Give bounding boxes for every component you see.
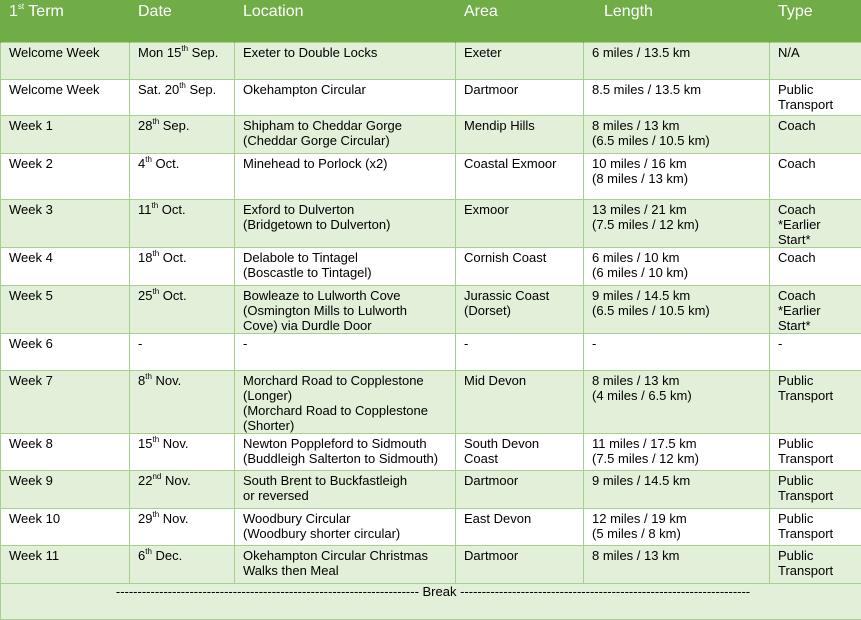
header-location: Location xyxy=(235,0,456,43)
location-line: Exeter to Double Locks xyxy=(243,45,451,60)
date-cell xyxy=(130,434,235,471)
length-cell xyxy=(584,248,770,286)
date-post: Oct. xyxy=(152,156,179,171)
type-cell xyxy=(770,154,861,200)
date-pre: Mon 15 xyxy=(138,45,181,60)
area-line: Exeter xyxy=(464,45,579,60)
date-sup: th xyxy=(181,44,188,53)
area-cell xyxy=(456,116,584,154)
week-cell: Week 11 xyxy=(1,546,130,584)
location-cell xyxy=(235,371,456,434)
type-cell xyxy=(770,434,861,471)
date-cell xyxy=(130,509,235,546)
location-cell xyxy=(235,248,456,286)
type-line: Start* xyxy=(778,318,857,333)
area-line: Cornish Coast xyxy=(464,250,579,265)
header-area: Area xyxy=(456,0,584,43)
type-line: Transport xyxy=(778,97,857,112)
area-line: Dartmoor xyxy=(464,473,579,488)
header-date: Date xyxy=(130,0,235,43)
location-cell xyxy=(235,43,456,80)
type-line: *Earlier xyxy=(778,303,857,318)
date-cell xyxy=(130,334,235,371)
type-line: Public xyxy=(778,82,857,97)
length-line: (8 miles / 13 km) xyxy=(592,171,765,186)
location-line: or reversed xyxy=(243,488,451,503)
length-line: 6 miles / 13.5 km xyxy=(592,45,765,60)
area-line: (Dorset) xyxy=(464,303,579,318)
table-row xyxy=(1,154,861,200)
week-cell: Week 5 xyxy=(1,286,130,334)
type-line: Public xyxy=(778,473,857,488)
length-cell xyxy=(584,371,770,434)
date-cell xyxy=(130,154,235,200)
date-post: Oct. xyxy=(158,202,185,217)
location-line: Delabole to Tintagel xyxy=(243,250,451,265)
date-pre: 28 xyxy=(138,118,152,133)
date-sup: th xyxy=(152,117,159,126)
area-cell xyxy=(456,471,584,509)
table-row xyxy=(1,434,861,471)
date-sup: th xyxy=(152,435,159,444)
date-pre: 18 xyxy=(138,250,152,265)
location-line: (Osmington Mills to Lulworth xyxy=(243,303,451,318)
table-row xyxy=(1,334,861,371)
break-row xyxy=(1,584,861,620)
type-line: - xyxy=(778,336,857,351)
length-cell xyxy=(584,116,770,154)
type-cell xyxy=(770,116,861,154)
location-line: (Buddleigh Salterton to Sidmouth) xyxy=(243,451,451,466)
week-cell: Week 6 xyxy=(1,334,130,371)
type-line: N/A xyxy=(778,45,857,60)
length-cell xyxy=(584,80,770,116)
length-cell xyxy=(584,286,770,334)
area-line: Mendip Hills xyxy=(464,118,579,133)
location-line: Newton Poppleford to Sidmouth xyxy=(243,436,451,451)
table-row xyxy=(1,248,861,286)
area-line: Coast xyxy=(464,451,579,466)
area-line: Dartmoor xyxy=(464,82,579,97)
type-cell xyxy=(770,200,861,248)
date-sup: th xyxy=(145,155,152,164)
date-sup: th xyxy=(145,547,152,556)
table-row xyxy=(1,371,861,434)
week-cell: Week 3 xyxy=(1,200,130,248)
header-row xyxy=(1,0,861,43)
table-row xyxy=(1,116,861,154)
area-line: Dartmoor xyxy=(464,548,579,563)
area-line: South Devon xyxy=(464,436,579,451)
date-sup: th xyxy=(179,81,186,90)
location-line: - xyxy=(243,336,451,351)
length-cell xyxy=(584,154,770,200)
week-cell: Week 8 xyxy=(1,434,130,471)
date-sup: th xyxy=(152,249,159,258)
date-pre: Sat. 20 xyxy=(138,82,179,97)
area-cell xyxy=(456,371,584,434)
date-cell xyxy=(130,471,235,509)
type-line: Public xyxy=(778,548,857,563)
date-pre: - xyxy=(138,336,142,351)
date-post: Nov. xyxy=(161,473,190,488)
header-term-label: Term xyxy=(24,3,64,20)
length-line: 8.5 miles / 13.5 km xyxy=(592,82,765,97)
location-cell xyxy=(235,200,456,248)
type-line: Public xyxy=(778,373,857,388)
week-cell: Welcome Week xyxy=(1,43,130,80)
area-cell xyxy=(456,286,584,334)
type-line: Transport xyxy=(778,563,857,578)
length-line: 8 miles / 13 km xyxy=(592,118,765,133)
week-cell: Week 10 xyxy=(1,509,130,546)
date-post: Nov. xyxy=(159,511,188,526)
location-line: (Bridgetown to Dulverton) xyxy=(243,217,451,232)
location-cell xyxy=(235,509,456,546)
area-cell xyxy=(456,154,584,200)
table-row xyxy=(1,200,861,248)
type-line: Public xyxy=(778,511,857,526)
date-pre: 11 xyxy=(138,202,152,217)
date-post: Dec. xyxy=(152,548,182,563)
location-line: Minehead to Porlock (x2) xyxy=(243,156,451,171)
table-row xyxy=(1,546,861,584)
length-line: 9 miles / 14.5 km xyxy=(592,288,765,303)
location-line: (Shorter) xyxy=(243,418,451,433)
type-cell xyxy=(770,471,861,509)
location-line: Exford to Dulverton xyxy=(243,202,451,217)
location-line: (Boscastle to Tintagel) xyxy=(243,265,451,280)
location-cell xyxy=(235,286,456,334)
break-text: ---------------------------------------------------------------------- Break ------------------------------------------------------------------- xyxy=(1,584,861,620)
area-cell xyxy=(456,546,584,584)
type-line: Coach xyxy=(778,250,857,265)
date-cell xyxy=(130,200,235,248)
table-row xyxy=(1,286,861,334)
date-post: Nov. xyxy=(159,436,188,451)
location-line: Morchard Road to Copplestone xyxy=(243,373,451,388)
area-line: Jurassic Coast xyxy=(464,288,579,303)
location-cell xyxy=(235,116,456,154)
date-sup: th xyxy=(145,372,152,381)
length-cell xyxy=(584,334,770,371)
length-line: 13 miles / 21 km xyxy=(592,202,765,217)
table-row xyxy=(1,509,861,546)
length-cell xyxy=(584,434,770,471)
area-cell xyxy=(456,434,584,471)
length-line: (7.5 miles / 12 km) xyxy=(592,451,765,466)
location-line: South Brent to Buckfastleigh xyxy=(243,473,451,488)
week-cell: Week 1 xyxy=(1,116,130,154)
date-cell xyxy=(130,286,235,334)
table-row xyxy=(1,80,861,116)
week-cell: Week 2 xyxy=(1,154,130,200)
area-line: Exmoor xyxy=(464,202,579,217)
location-line: Okehampton Circular xyxy=(243,82,451,97)
area-cell xyxy=(456,200,584,248)
length-line: 6 miles / 10 km xyxy=(592,250,765,265)
week-cell: Week 4 xyxy=(1,248,130,286)
date-cell xyxy=(130,546,235,584)
type-cell xyxy=(770,334,861,371)
location-line: (Woodbury shorter circular) xyxy=(243,526,451,541)
type-line: Coach xyxy=(778,118,857,133)
area-cell xyxy=(456,80,584,116)
location-line: (Cheddar Gorge Circular) xyxy=(243,133,451,148)
location-cell xyxy=(235,546,456,584)
location-line: (Morchard Road to Copplestone xyxy=(243,403,451,418)
length-line: (4 miles / 6.5 km) xyxy=(592,388,765,403)
header-term-suffix: st xyxy=(18,2,24,11)
length-line: 8 miles / 13 km xyxy=(592,548,765,563)
date-pre: 22 xyxy=(138,473,152,488)
location-line: Bowleaze to Lulworth Cove xyxy=(243,288,451,303)
area-line: Coastal Exmoor xyxy=(464,156,579,171)
date-pre: 6 xyxy=(138,548,145,563)
area-cell xyxy=(456,248,584,286)
length-line: (6 miles / 10 km) xyxy=(592,265,765,280)
area-line: East Devon xyxy=(464,511,579,526)
length-line: 12 miles / 19 km xyxy=(592,511,765,526)
length-line: 9 miles / 14.5 km xyxy=(592,473,765,488)
location-cell xyxy=(235,471,456,509)
header-term xyxy=(1,0,130,43)
location-line: Woodbury Circular xyxy=(243,511,451,526)
table-row xyxy=(1,43,861,80)
type-cell xyxy=(770,43,861,80)
date-pre: 25 xyxy=(138,288,152,303)
area-cell xyxy=(456,334,584,371)
type-line: Coach xyxy=(778,202,857,217)
length-line: (7.5 miles / 12 km) xyxy=(592,217,765,232)
date-cell xyxy=(130,80,235,116)
location-cell xyxy=(235,334,456,371)
date-sup: th xyxy=(152,201,159,210)
location-line: Cove) via Durdle Door xyxy=(243,318,451,333)
location-line: (Longer) xyxy=(243,388,451,403)
date-sup: nd xyxy=(152,472,161,481)
type-cell xyxy=(770,371,861,434)
type-line: Coach xyxy=(778,156,857,171)
date-pre: 15 xyxy=(138,436,152,451)
date-post: Sep. xyxy=(188,45,218,60)
length-cell xyxy=(584,43,770,80)
type-line: Transport xyxy=(778,388,857,403)
location-cell xyxy=(235,434,456,471)
length-line: 8 miles / 13 km xyxy=(592,373,765,388)
location-cell xyxy=(235,154,456,200)
date-post: Sep. xyxy=(186,82,216,97)
date-post: Sep. xyxy=(159,118,189,133)
week-cell: Week 9 xyxy=(1,471,130,509)
area-cell xyxy=(456,43,584,80)
date-pre: 4 xyxy=(138,156,145,171)
date-post: Nov. xyxy=(152,373,181,388)
length-cell xyxy=(584,509,770,546)
header-term-number: 1 xyxy=(9,3,18,20)
header-type: Type xyxy=(770,0,861,43)
length-cell xyxy=(584,546,770,584)
date-sup: th xyxy=(152,287,159,296)
date-cell xyxy=(130,248,235,286)
length-line: (6.5 miles / 10.5 km) xyxy=(592,303,765,318)
date-post: Oct. xyxy=(159,250,186,265)
type-line: Transport xyxy=(778,451,857,466)
type-line: *Earlier xyxy=(778,217,857,232)
type-line: Coach xyxy=(778,288,857,303)
type-line: Transport xyxy=(778,488,857,503)
table-row xyxy=(1,471,861,509)
length-line: 11 miles / 17.5 km xyxy=(592,436,765,451)
date-sup: th xyxy=(152,510,159,519)
length-line: (5 miles / 8 km) xyxy=(592,526,765,541)
location-line: Okehampton Circular Christmas xyxy=(243,548,451,563)
location-line: Shipham to Cheddar Gorge xyxy=(243,118,451,133)
date-cell xyxy=(130,43,235,80)
header-length: Length xyxy=(584,0,770,43)
area-line: Mid Devon xyxy=(464,373,579,388)
type-line: Public xyxy=(778,436,857,451)
length-cell xyxy=(584,200,770,248)
type-cell xyxy=(770,80,861,116)
length-line: (6.5 miles / 10.5 km) xyxy=(592,133,765,148)
date-pre: 29 xyxy=(138,511,152,526)
week-cell: Week 7 xyxy=(1,371,130,434)
type-line: Start* xyxy=(778,232,857,247)
date-cell xyxy=(130,116,235,154)
type-cell xyxy=(770,286,861,334)
length-cell xyxy=(584,471,770,509)
location-cell xyxy=(235,80,456,116)
date-pre: 8 xyxy=(138,373,145,388)
type-cell xyxy=(770,248,861,286)
type-line: Transport xyxy=(778,526,857,541)
week-cell: Welcome Week xyxy=(1,80,130,116)
date-post: Oct. xyxy=(159,288,186,303)
location-line: Walks then Meal xyxy=(243,563,451,578)
date-cell xyxy=(130,371,235,434)
length-line: 10 miles / 16 km xyxy=(592,156,765,171)
type-cell xyxy=(770,546,861,584)
area-cell xyxy=(456,509,584,546)
length-line: - xyxy=(592,336,765,351)
area-line: - xyxy=(464,336,579,351)
type-cell xyxy=(770,509,861,546)
